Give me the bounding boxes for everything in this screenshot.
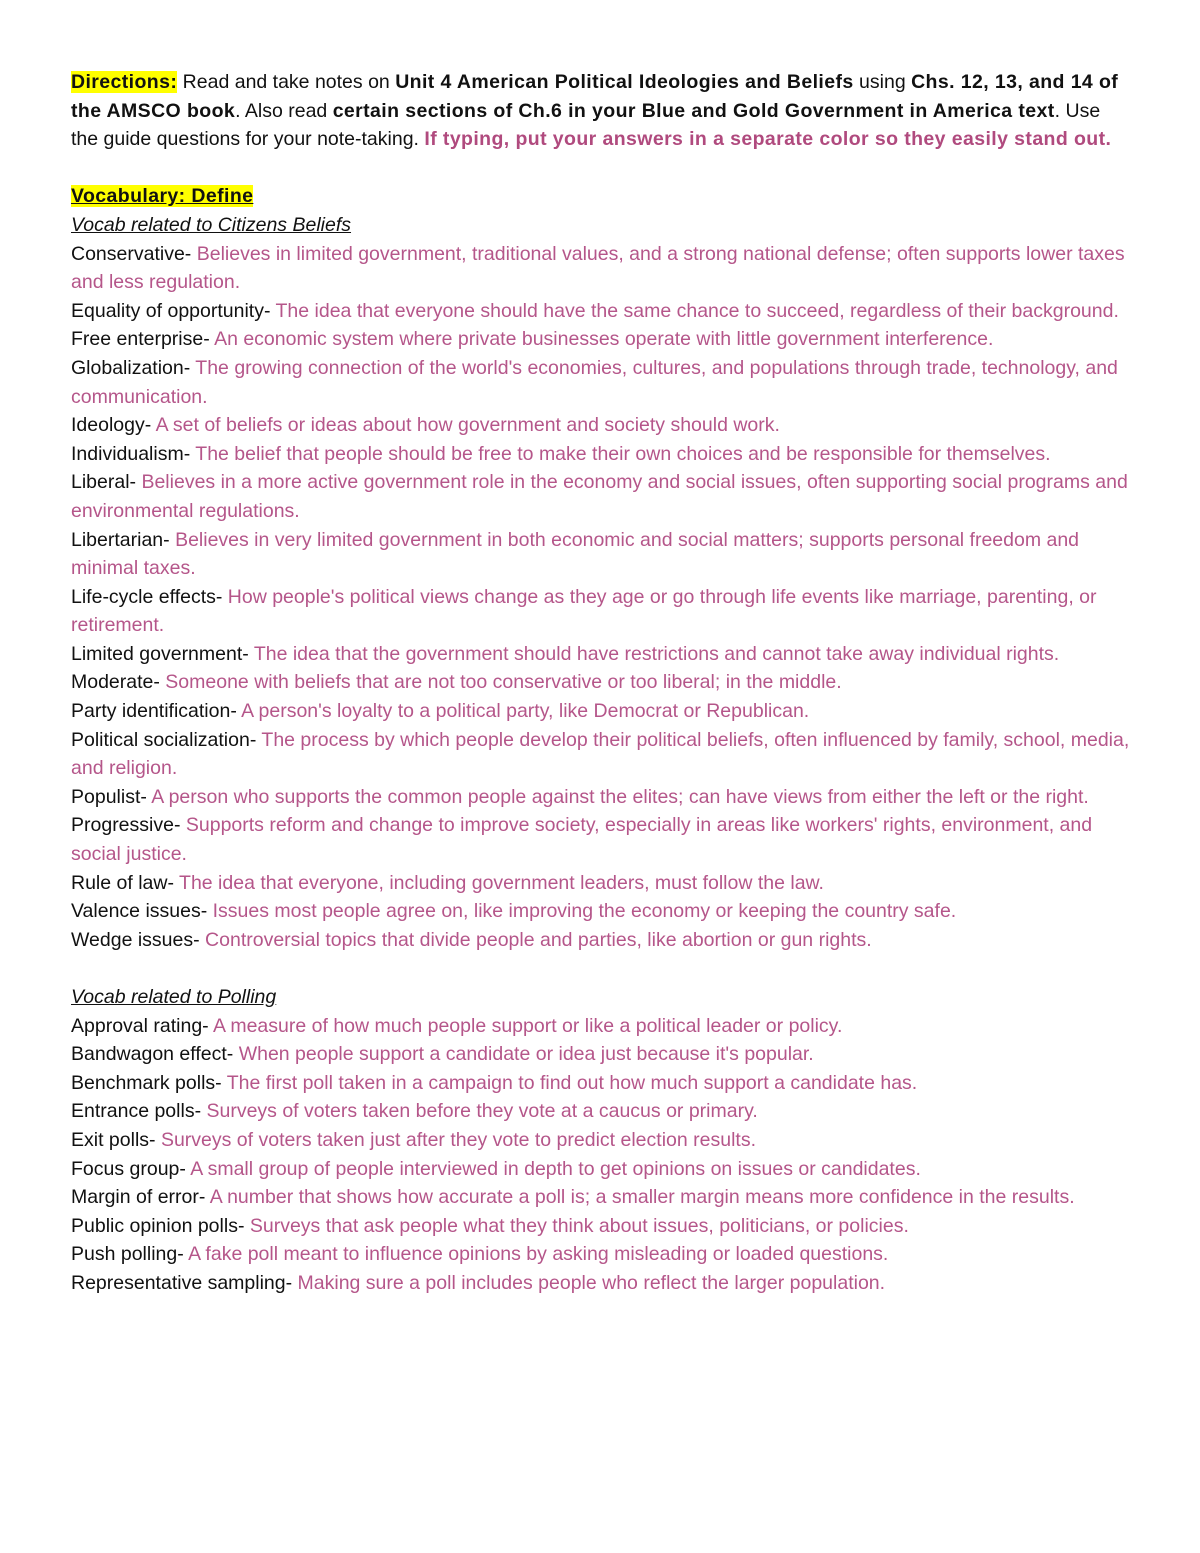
vocab-item (71, 325, 1131, 354)
vocab-term: Equality of opportunity- (71, 299, 276, 322)
vocab-term: Representative sampling- (71, 1271, 298, 1294)
vocab-item (71, 297, 1131, 326)
vocab-item (71, 897, 1131, 926)
vocab-item (71, 726, 1131, 783)
section-polling (71, 983, 1131, 1298)
vocab-list (71, 1012, 1131, 1298)
vocab-term: Limited government- (71, 642, 254, 665)
directions-label: Directions: (71, 71, 178, 93)
vocab-definition: A person who supports the common people against the elites; can have views from either the left or the right. (151, 785, 1089, 808)
vocab-item (71, 583, 1131, 640)
vocab-term: Libertarian- (71, 528, 176, 551)
vocab-definition: Believes in a more active government role in the economy and social issues, often supporting social programs and environmental regulations. (71, 471, 1128, 522)
vocab-term: Party identification- (71, 700, 242, 723)
vocab-definition: Surveys that ask people what they think about issues, politicians, or policies. (249, 1214, 909, 1237)
vocab-heading: Vocabulary: Define (71, 185, 254, 208)
vocab-item (71, 1269, 1131, 1298)
directions-paragraph (71, 68, 1131, 154)
vocab-term: Moderate- (71, 671, 166, 694)
vocab-term: Progressive- (71, 814, 186, 837)
vocab-item (71, 926, 1131, 955)
vocab-item (71, 811, 1131, 868)
vocab-term: Benchmark polls- (71, 1071, 227, 1094)
vocab-definition: A measure of how much people support or like a political leader or policy. (213, 1014, 843, 1037)
vocab-term: Free enterprise- (71, 328, 215, 351)
vocab-definition: Surveys of voters taken just after they vote to predict election results. (160, 1128, 756, 1151)
vocab-term: Conservative- (71, 242, 197, 265)
vocab-definition: Making sure a poll includes people who reflect the larger population. (297, 1271, 886, 1294)
vocab-term: Focus group- (71, 1157, 191, 1180)
vocab-term: Individualism- (71, 442, 196, 465)
vocab-term: Political socialization- (71, 728, 262, 751)
vocab-item (71, 1012, 1131, 1041)
vocab-term: Rule of law- (71, 871, 180, 894)
vocab-term: Margin of error- (71, 1186, 210, 1209)
vocab-item (71, 526, 1131, 583)
typing-note: If typing, put your answers in a separate color so they easily stand out. (424, 128, 1112, 151)
unit-title: Unit 4 American Political Ideologies and Beliefs (395, 71, 854, 93)
vocab-definition: The idea that everyone, including government leaders, must follow the law. (179, 871, 824, 894)
vocab-item (71, 440, 1131, 469)
vocab-term: Ideology- (71, 414, 156, 437)
vocab-item (71, 640, 1131, 669)
vocab-term: Approval rating- (71, 1014, 213, 1037)
section-citizens-beliefs (71, 211, 1131, 954)
vocab-definition: When people support a candidate or idea just because it's popular. (238, 1043, 814, 1066)
vocab-item (71, 1040, 1131, 1069)
document-page (71, 68, 1131, 1298)
vocab-definition: Supports reform and change to improve society, especially in areas like workers' rights, environment, and social justice. (71, 814, 1093, 866)
vocab-item (71, 240, 1131, 297)
vocab-item (71, 1183, 1131, 1212)
vocab-definition: The first poll taken in a campaign to find out how much support a candidate has. (226, 1071, 918, 1094)
vocab-term: Wedge issues- (71, 928, 206, 951)
vocab-item (71, 1155, 1131, 1184)
vocab-definition: A person's loyalty to a political party, like Democrat or Republican. (241, 700, 810, 723)
section-title: Vocab related to Citizens Beliefs (71, 213, 352, 236)
vocab-item (71, 668, 1131, 697)
vocab-item (71, 1126, 1131, 1155)
vocab-item (71, 1097, 1131, 1126)
vocab-definition: A number that shows how accurate a poll is; a smaller margin means more confidence in the results. (209, 1186, 1075, 1209)
vocab-definition: Believes in very limited government in both economic and social matters; supports personal freedom and minimal taxes. (71, 528, 1080, 580)
directions-text: using (853, 71, 912, 93)
vocab-term: Exit polls- (71, 1128, 161, 1151)
vocab-term: Populist- (71, 785, 152, 808)
vocab-definition: The process by which people develop their political beliefs, often influenced by family, school, media, and religion. (71, 728, 1130, 780)
vocab-definition: A small group of people interviewed in depth to get opinions on issues or candidates. (190, 1157, 921, 1180)
vocab-definition: Someone with beliefs that are not too conservative or too liberal; in the middle. (165, 671, 842, 694)
vocab-item (71, 468, 1131, 525)
text-ref: certain sections of Ch.6 in your Blue and Gold Government in America text (332, 99, 1055, 122)
vocab-definition: How people's political views change as they age or go through life events like marriage, parenting, or retirement. (71, 585, 1097, 637)
vocab-term: Public opinion polls- (71, 1214, 250, 1237)
vocab-term: Globalization- (71, 356, 196, 379)
vocab-definition: An economic system where private businesses operate with little government interference. (214, 328, 994, 351)
vocab-term: Life-cycle effects- (71, 585, 228, 608)
vocab-definition: Issues most people agree on, like improving the economy or keeping the country safe. (212, 900, 957, 923)
directions-text: . Also read (235, 99, 333, 122)
vocab-item (71, 869, 1131, 898)
vocab-item (71, 697, 1131, 726)
vocab-definition: The growing connection of the world's economies, cultures, and populations through trade, technology, and communication. (71, 356, 1118, 408)
vocab-term: Valence issues- (71, 900, 213, 923)
vocab-definition: A set of beliefs or ideas about how government and society should work. (155, 414, 780, 437)
vocab-term: Push polling- (71, 1243, 189, 1266)
vocab-definition: Believes in limited government, traditional values, and a strong national defense; often supports lower taxes and less regulation. (71, 242, 1125, 294)
vocab-item (71, 1240, 1131, 1269)
vocab-definition: The belief that people should be free to make their own choices and be responsible for themselves. (195, 442, 1051, 465)
vocab-definition: The idea that everyone should have the same chance to succeed, regardless of their background. (275, 299, 1119, 322)
vocab-definition: Controversial topics that divide people and parties, like abortion or gun rights. (205, 928, 872, 951)
vocab-term: Liberal- (71, 471, 142, 494)
vocab-item (71, 1212, 1131, 1241)
vocab-definition: The idea that the government should have restrictions and cannot take away individual rights. (253, 642, 1060, 665)
section-title: Vocab related to Polling (71, 986, 277, 1008)
chapters-ref: Chs. 12, 13, and 14 of the AMSCO book (71, 71, 1119, 122)
directions-text: Read and take notes on (177, 71, 396, 93)
vocab-item (71, 1069, 1131, 1098)
vocab-list (71, 240, 1131, 955)
vocab-item (71, 411, 1131, 440)
vocab-item (71, 354, 1131, 411)
vocab-term: Bandwagon effect- (71, 1043, 239, 1066)
vocab-definition: Surveys of voters taken before they vote at a caucus or primary. (206, 1100, 758, 1123)
vocab-item (71, 783, 1131, 812)
vocab-definition: A fake poll meant to influence opinions by asking misleading or loaded questions. (188, 1243, 889, 1266)
vocab-term: Entrance polls- (71, 1100, 207, 1123)
directions-text: . Use the guide questions for your note-taking. (71, 99, 1101, 151)
